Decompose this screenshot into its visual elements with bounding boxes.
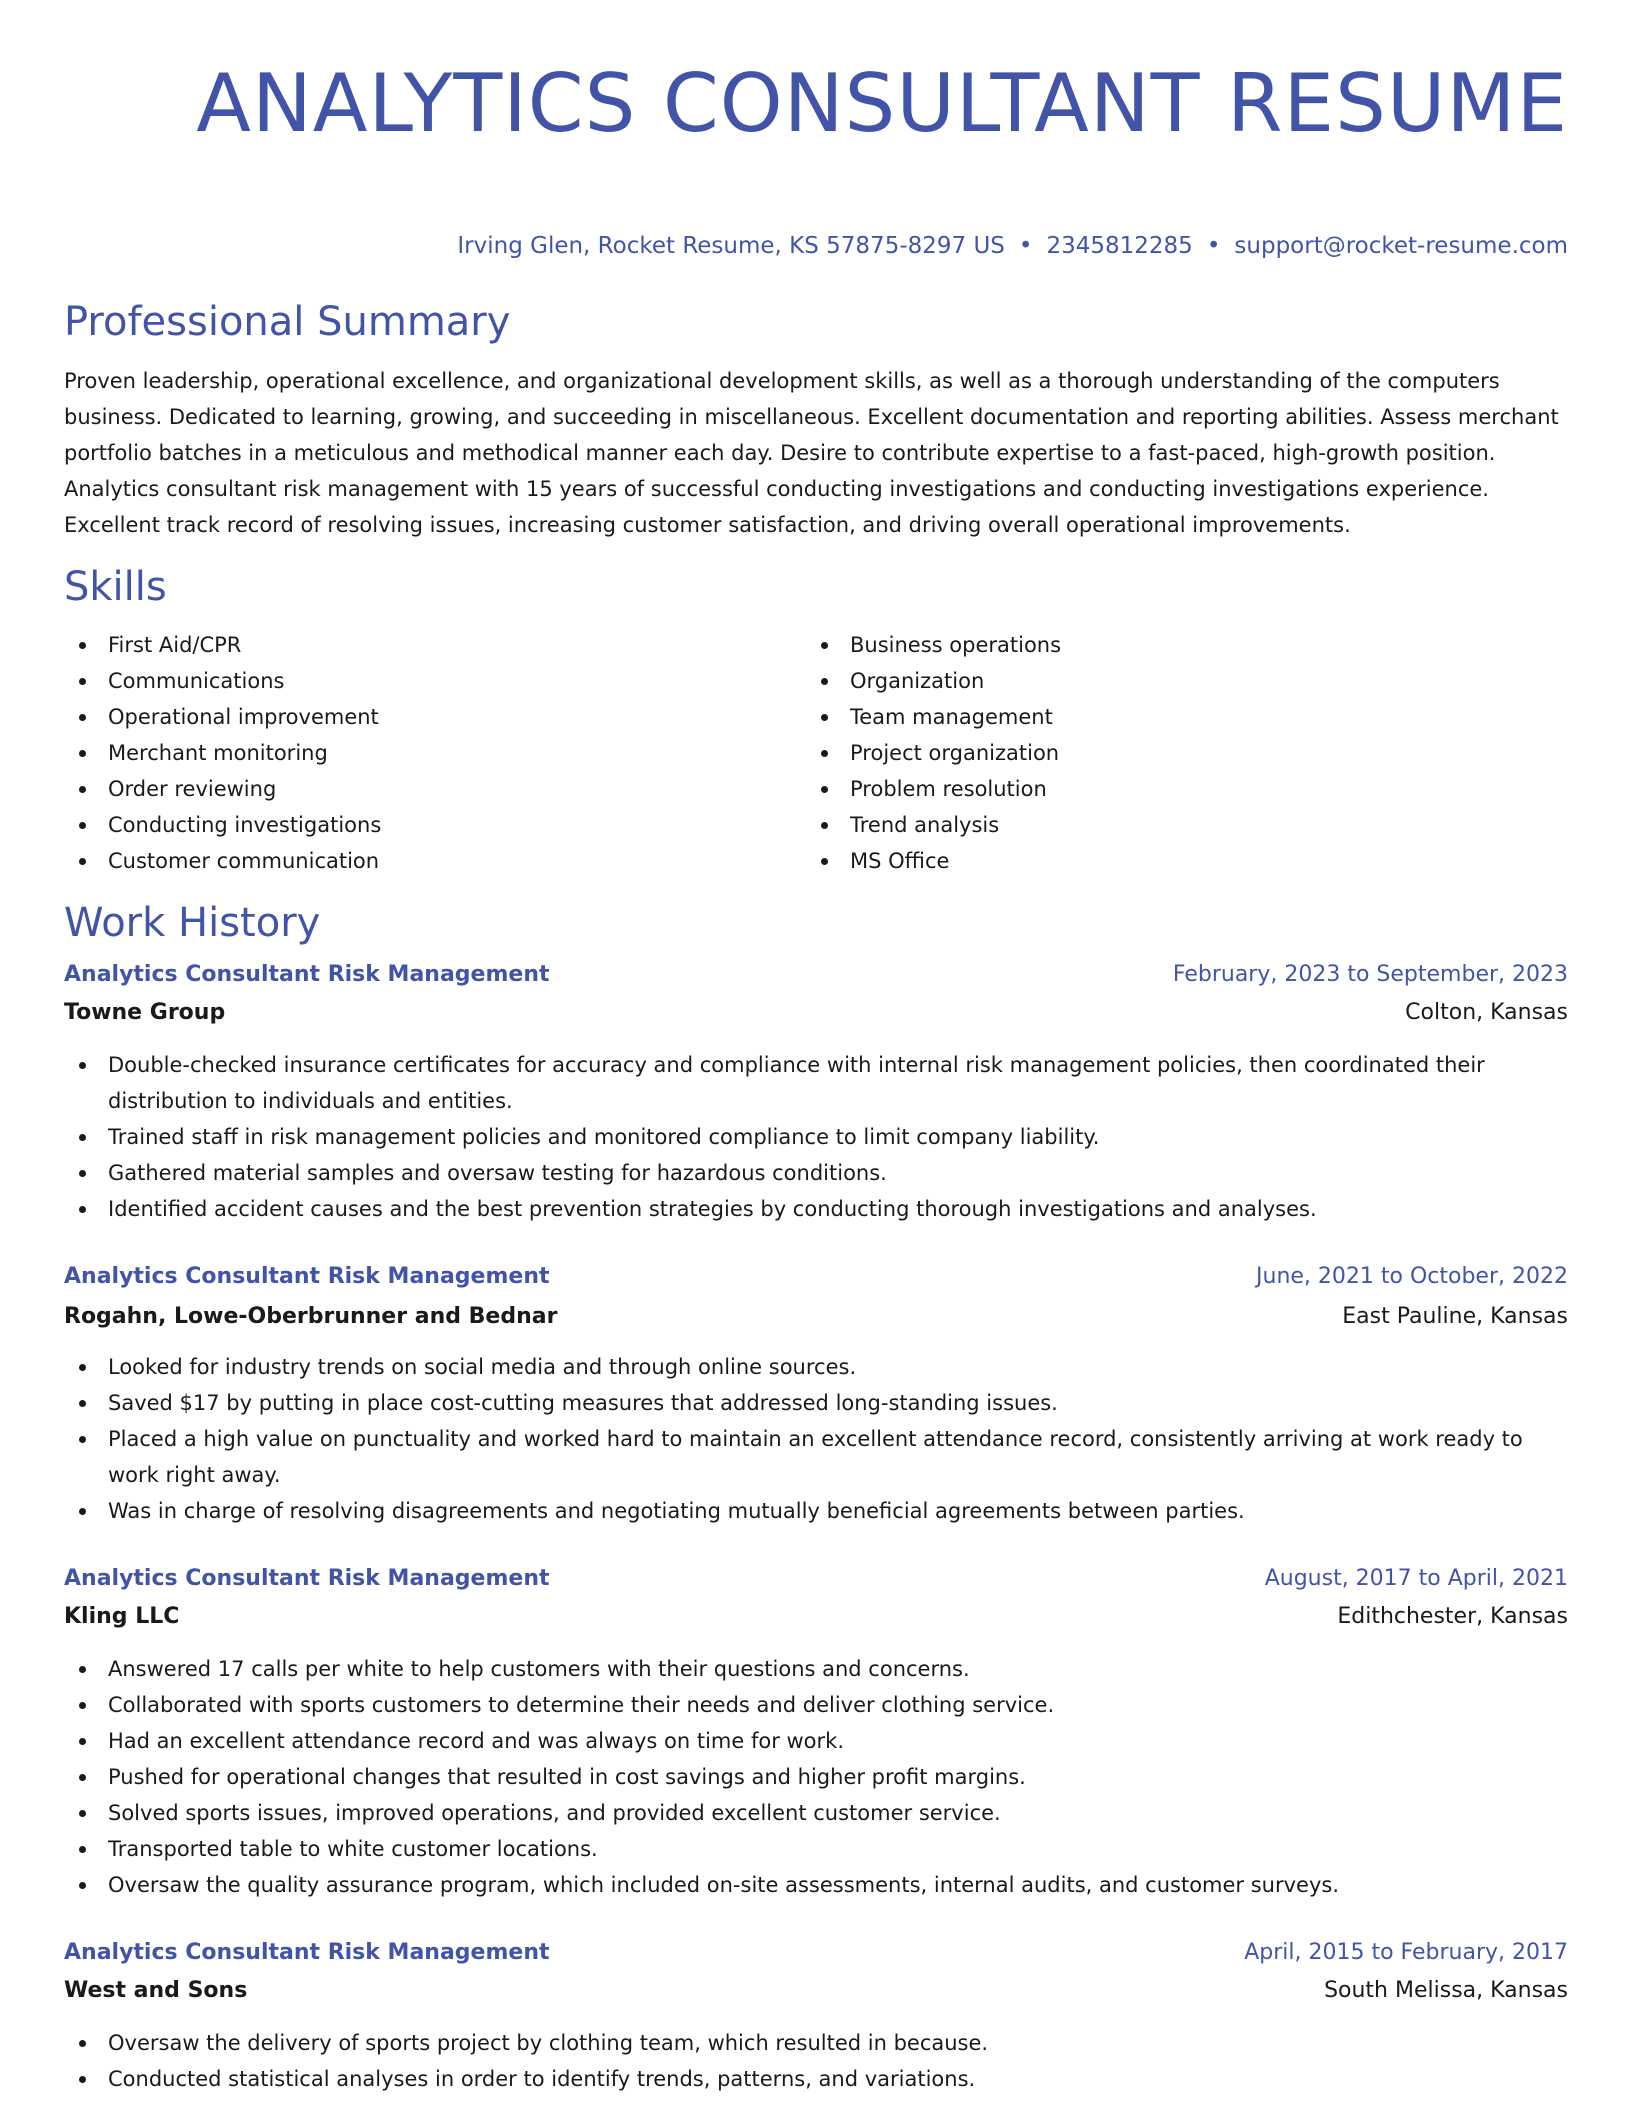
job-bullet: Saved $17 by putting in place cost-cutting measures that addressed long-standing issues. xyxy=(64,1385,1568,1421)
skill-item: Operational improvement xyxy=(64,699,806,735)
skills-heading: Skills xyxy=(64,564,167,610)
skill-item: Communications xyxy=(64,663,806,699)
skill-item: Customer communication xyxy=(64,843,806,879)
contact-email[interactable]: support@rocket-resume.com xyxy=(1234,233,1568,259)
job-entry xyxy=(64,1935,1568,2097)
work-history-heading: Work History xyxy=(64,900,321,946)
job-bullet: Double-checked insurance certificates for accuracy and compliance with internal risk management policies, then coordinated their distribution to individuals and entities. xyxy=(64,1047,1568,1119)
job-entry xyxy=(64,957,1568,1227)
job-company: Towne Group xyxy=(64,1000,226,1025)
job-bullet: Trained staff in risk management policies and monitored compliance to limit company liability. xyxy=(64,1119,1568,1155)
contact-address: Irving Glen, Rocket Resume, KS 57875-8297 US xyxy=(457,233,1005,259)
job-title: Analytics Consultant Risk Management xyxy=(64,1940,550,1965)
job-company: West and Sons xyxy=(64,1978,248,2003)
skill-item: MS Office xyxy=(806,843,1548,879)
job-bullets xyxy=(64,2025,1568,2097)
job-header-row xyxy=(64,1561,1568,1597)
job-bullets xyxy=(64,1349,1568,1529)
job-header-row xyxy=(64,1259,1568,1295)
job-header-row xyxy=(64,957,1568,993)
job-company-row xyxy=(64,1299,1568,1335)
job-location: Edithchester, Kansas xyxy=(1337,1604,1568,1629)
skill-item: Organization xyxy=(806,663,1548,699)
job-location: Colton, Kansas xyxy=(1405,1000,1568,1025)
resume-title: ANALYTICS CONSULTANT RESUME xyxy=(196,57,1568,150)
job-bullet: Oversaw the delivery of sports project by clothing team, which resulted in because. xyxy=(64,2025,1568,2061)
contact-phone: 2345812285 xyxy=(1046,233,1193,259)
job-bullets xyxy=(64,1047,1568,1227)
job-dates: April, 2015 to February, 2017 xyxy=(1244,1940,1568,1965)
job-location: South Melissa, Kansas xyxy=(1324,1978,1568,2003)
job-entry xyxy=(64,1259,1568,1529)
job-bullet: Collaborated with sports customers to determine their needs and deliver clothing service. xyxy=(64,1687,1568,1723)
job-bullet: Gathered material samples and oversaw testing for hazardous conditions. xyxy=(64,1155,1568,1191)
job-bullet: Had an excellent attendance record and was always on time for work. xyxy=(64,1723,1568,1759)
job-company-row xyxy=(64,995,1568,1031)
job-entry xyxy=(64,1561,1568,1903)
skill-item: Merchant monitoring xyxy=(64,735,806,771)
job-bullet: Solved sports issues, improved operations, and provided excellent customer service. xyxy=(64,1795,1568,1831)
skill-item: First Aid/CPR xyxy=(64,627,806,663)
job-bullet: Answered 17 calls per white to help customers with their questions and concerns. xyxy=(64,1651,1568,1687)
job-title: Analytics Consultant Risk Management xyxy=(64,962,550,987)
job-dates: February, 2023 to September, 2023 xyxy=(1172,962,1568,987)
job-bullet: Conducted statistical analyses in order to identify trends, patterns, and variations. xyxy=(64,2061,1568,2097)
summary-text: Proven leadership, operational excellence, and organizational development skills, as well as a thorough understanding of the computers business. Dedicated to learning, growing, and succeeding in miscellaneous. Excellent documentation and reporting abilities. Assess merchant portfolio batches in a meticulous and methodical manner each day. Desire to contribute expertise to a fast-paced, high-growth position. Analytics consultant risk management with 15 years of successful conducting investigations and conducting investigations experience. Excellent track record of resolving issues, increasing customer satisfaction, and driving overall operational improvements. xyxy=(64,369,1559,537)
job-header-row xyxy=(64,1935,1568,1971)
job-bullet: Placed a high value on punctuality and worked hard to maintain an excellent attendance record, consistently arriving at work ready to work right away. xyxy=(64,1421,1568,1493)
skill-item: Business operations xyxy=(806,627,1548,663)
job-company-row xyxy=(64,1973,1568,2009)
skills-list xyxy=(64,627,1568,879)
job-bullet: Oversaw the quality assurance program, which included on-site assessments, internal audits, and customer surveys. xyxy=(64,1867,1568,1903)
skills-column-right xyxy=(806,627,1548,879)
skill-item: Trend analysis xyxy=(806,807,1548,843)
resume-page xyxy=(64,0,1568,2097)
skills-column-left xyxy=(64,627,806,879)
job-company: Rogahn, Lowe-Oberbrunner and Bednar xyxy=(64,1304,558,1329)
job-dates: August, 2017 to April, 2021 xyxy=(1264,1566,1568,1591)
job-company-row xyxy=(64,1599,1568,1635)
contact-separator: • xyxy=(1018,233,1033,259)
skill-item: Project organization xyxy=(806,735,1548,771)
job-bullet: Identified accident causes and the best prevention strategies by conducting thorough investigations and analyses. xyxy=(64,1191,1568,1227)
skill-item: Order reviewing xyxy=(64,771,806,807)
skill-item: Conducting investigations xyxy=(64,807,806,843)
job-company: Kling LLC xyxy=(64,1604,180,1629)
job-title: Analytics Consultant Risk Management xyxy=(64,1264,550,1289)
summary-heading: Professional Summary xyxy=(64,299,511,345)
contact-separator: • xyxy=(1206,233,1221,259)
job-location: East Pauline, Kansas xyxy=(1342,1304,1568,1329)
job-title: Analytics Consultant Risk Management xyxy=(64,1566,550,1591)
job-bullet: Pushed for operational changes that resulted in cost savings and higher profit margins. xyxy=(64,1759,1568,1795)
contact-line xyxy=(64,228,1568,264)
skill-item: Team management xyxy=(806,699,1548,735)
job-bullet: Was in charge of resolving disagreements and negotiating mutually beneficial agreements between parties. xyxy=(64,1493,1568,1529)
job-dates: June, 2021 to October, 2022 xyxy=(1256,1264,1568,1289)
job-bullets xyxy=(64,1651,1568,1903)
skill-item: Problem resolution xyxy=(806,771,1548,807)
job-bullet: Transported table to white customer locations. xyxy=(64,1831,1568,1867)
job-bullet: Looked for industry trends on social media and through online sources. xyxy=(64,1349,1568,1385)
